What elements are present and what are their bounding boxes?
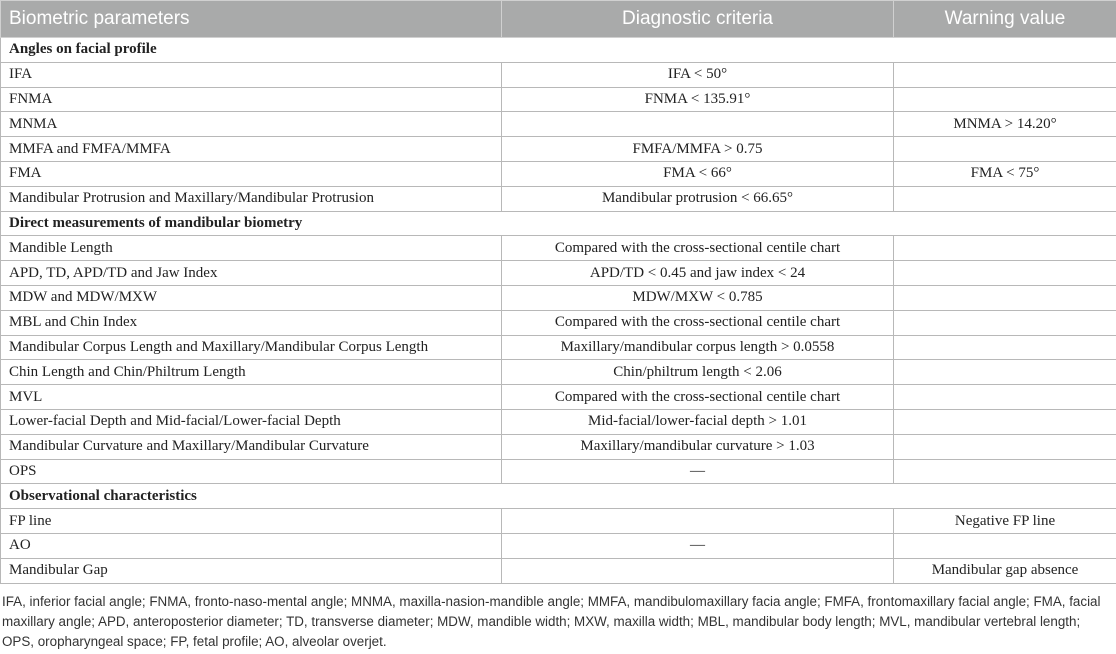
table-row (1, 161, 1116, 186)
warning-cell (894, 335, 1116, 360)
criteria-cell: Mid-facial/lower-facial depth > 1.01 (502, 409, 894, 434)
param-cell: FNMA (1, 87, 502, 112)
warning-cell (894, 261, 1116, 286)
criteria-cell: Chin/philtrum length < 2.06 (502, 360, 894, 385)
param-cell: Mandibular Protrusion and Maxillary/Mandibular Protrusion (1, 186, 502, 211)
table-row (1, 434, 1116, 459)
table-row (1, 137, 1116, 162)
table-row (1, 310, 1116, 335)
criteria-cell: MDW/MXW < 0.785 (502, 285, 894, 310)
criteria-cell: APD/TD < 0.45 and jaw index < 24 (502, 261, 894, 286)
table-row (1, 236, 1116, 261)
table-row (1, 409, 1116, 434)
param-cell: MVL (1, 385, 502, 410)
table-row (1, 509, 1116, 534)
criteria-cell: FMFA/MMFA > 0.75 (502, 137, 894, 162)
criteria-cell: — (502, 459, 894, 484)
criteria-cell: Mandibular protrusion < 66.65° (502, 186, 894, 211)
param-cell: Mandible Length (1, 236, 502, 261)
criteria-cell (502, 509, 894, 534)
header-diagnostic-criteria: Diagnostic criteria (502, 1, 894, 38)
param-cell: MDW and MDW/MXW (1, 285, 502, 310)
param-cell: Mandibular Corpus Length and Maxillary/Mandibular Corpus Length (1, 335, 502, 360)
criteria-cell: Maxillary/mandibular curvature > 1.03 (502, 434, 894, 459)
param-cell: OPS (1, 459, 502, 484)
section-title: Observational characteristics (1, 484, 1116, 509)
criteria-cell: FMA < 66° (502, 161, 894, 186)
table-body (1, 38, 1116, 584)
param-cell: Mandibular Gap (1, 558, 502, 583)
warning-cell (894, 285, 1116, 310)
section-row (1, 484, 1116, 509)
table-footnote: IFA, inferior facial angle; FNMA, fronto-naso-mental angle; MNMA, maxilla-nasion-mandible angle; MMFA, mandibulomaxillary facia angle; FMFA, frontomaxillary facial angle; FMA, facial maxillary angle; APD, anteroposterior diameter; TD, transverse diameter; MDW, mandible width; MXW, maxilla width; MBL, mandibular body length; MVL, mandibular vertebral length; OPS, oropharyngeal space; FP, fetal profile; AO, alveolar overjet. (2, 593, 1101, 649)
table-row (1, 261, 1116, 286)
param-cell: Lower-facial Depth and Mid-facial/Lower-facial Depth (1, 409, 502, 434)
table-row (1, 62, 1116, 87)
param-cell: MNMA (1, 112, 502, 137)
criteria-cell (502, 112, 894, 137)
table-row (1, 112, 1116, 137)
warning-cell: Negative FP line (894, 509, 1116, 534)
warning-cell: Mandibular gap absence (894, 558, 1116, 583)
criteria-cell: IFA < 50° (502, 62, 894, 87)
section-row (1, 38, 1116, 63)
warning-cell (894, 434, 1116, 459)
table-row (1, 385, 1116, 410)
param-cell: AO (1, 533, 502, 558)
criteria-cell: — (502, 533, 894, 558)
section-title: Angles on facial profile (1, 38, 1116, 63)
header-warning-value: Warning value (894, 1, 1116, 38)
table-row (1, 335, 1116, 360)
criteria-cell: Compared with the cross-sectional centile chart (502, 310, 894, 335)
criteria-cell: Compared with the cross-sectional centile chart (502, 236, 894, 261)
table-header-row (1, 1, 1116, 38)
table-row (1, 533, 1116, 558)
param-cell: MBL and Chin Index (1, 310, 502, 335)
warning-cell (894, 62, 1116, 87)
warning-cell (894, 409, 1116, 434)
param-cell: FP line (1, 509, 502, 534)
warning-cell (894, 533, 1116, 558)
warning-cell: MNMA > 14.20° (894, 112, 1116, 137)
warning-cell (894, 459, 1116, 484)
table-row (1, 87, 1116, 112)
param-cell: IFA (1, 62, 502, 87)
param-cell: FMA (1, 161, 502, 186)
warning-cell (894, 236, 1116, 261)
criteria-cell: FNMA < 135.91° (502, 87, 894, 112)
warning-cell (894, 137, 1116, 162)
warning-cell (894, 310, 1116, 335)
table-row (1, 558, 1116, 583)
param-cell: MMFA and FMFA/MMFA (1, 137, 502, 162)
table-row (1, 360, 1116, 385)
section-title: Direct measurements of mandibular biometry (1, 211, 1116, 236)
criteria-cell: Compared with the cross-sectional centile chart (502, 385, 894, 410)
criteria-cell: Maxillary/mandibular corpus length > 0.0558 (502, 335, 894, 360)
criteria-cell (502, 558, 894, 583)
param-cell: APD, TD, APD/TD and Jaw Index (1, 261, 502, 286)
warning-cell (894, 186, 1116, 211)
section-row (1, 211, 1116, 236)
warning-cell: FMA < 75° (894, 161, 1116, 186)
param-cell: Chin Length and Chin/Philtrum Length (1, 360, 502, 385)
table-row (1, 459, 1116, 484)
warning-cell (894, 360, 1116, 385)
warning-cell (894, 87, 1116, 112)
param-cell: Mandibular Curvature and Maxillary/Mandibular Curvature (1, 434, 502, 459)
table-row (1, 285, 1116, 310)
table-row (1, 186, 1116, 211)
header-biometric-parameters: Biometric parameters (1, 1, 502, 38)
warning-cell (894, 385, 1116, 410)
